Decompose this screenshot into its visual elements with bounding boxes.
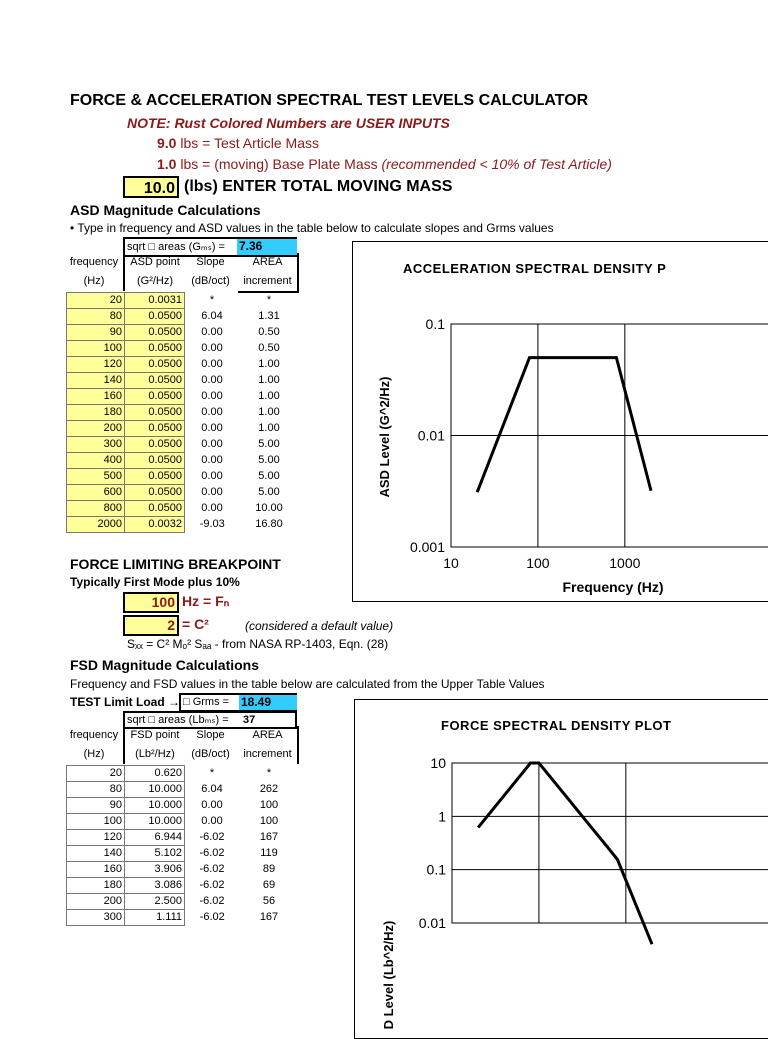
fsd-slope-cell: -6.02 xyxy=(199,847,225,859)
asd-col-slope-header xyxy=(183,253,238,291)
nasa-formula: Sₓₓ = C² Mₒ² Sₐₐ - from NASA RP-1403, Eqn. (28) xyxy=(127,637,389,651)
fsd-freq-cell: 80 xyxy=(67,782,125,798)
asd-row xyxy=(67,469,299,485)
asd-row xyxy=(67,453,299,469)
asd-xlabel: Frequency (Hz) xyxy=(562,579,664,595)
fsd-point-cell: 5.102 xyxy=(125,846,185,862)
asd-freq-cell[interactable]: 2000 xyxy=(67,517,125,533)
fsd-freq-cell: 180 xyxy=(67,878,125,894)
fsd-chart-title: FORCE SPECTRAL DENSITY PLOT xyxy=(441,718,672,733)
fsd-chart-svg xyxy=(355,700,768,1039)
asd-row xyxy=(67,389,299,405)
asd-freq-cell[interactable]: 140 xyxy=(67,373,125,389)
fsd-freq-h2: (Hz) xyxy=(83,748,105,760)
asd-area-cell: 1.00 xyxy=(258,374,280,386)
asd-slope-cell: 0.00 xyxy=(201,422,223,434)
asd-area-cell: 5.00 xyxy=(258,454,280,466)
asd-slope-cell: -9.03 xyxy=(199,518,225,530)
fsd-ytick-label: 0.01 xyxy=(418,915,446,931)
fsd-ytick-label: 0.1 xyxy=(426,861,446,878)
asd-area-cell: 1.00 xyxy=(258,390,280,402)
asd-area-cell: 1.00 xyxy=(258,358,280,370)
asd-chart-title: ACCELERATION SPECTRAL DENSITY P xyxy=(403,261,667,276)
asd-row xyxy=(67,309,299,325)
asd-grms-value: 7.36 xyxy=(237,239,297,255)
asd-chart xyxy=(352,241,768,602)
asd-point-cell[interactable]: 0.0500 xyxy=(125,325,185,341)
fsd-row xyxy=(67,814,299,830)
asd-ytick-label: 0.01 xyxy=(417,427,445,444)
fsd-freq-h1: frequency xyxy=(69,729,119,741)
asd-row xyxy=(67,357,299,373)
test-article-line xyxy=(157,135,319,151)
asd-ylabel: ASD Level (G^2/Hz) xyxy=(377,376,392,498)
fsd-col-freq-header xyxy=(64,726,124,764)
asd-row xyxy=(67,501,299,517)
fsd-point-cell: 2.500 xyxy=(125,894,185,910)
test-article-value[interactable]: 9.0 xyxy=(157,135,177,151)
fsd-point-cell: 1.111 xyxy=(125,910,185,926)
fsd-col-area-header xyxy=(238,726,299,764)
c2-input[interactable]: 2 xyxy=(123,615,179,636)
asd-slope-cell: 0.00 xyxy=(201,486,223,498)
asd-point-cell[interactable]: 0.0500 xyxy=(125,437,185,453)
asd-freq-cell[interactable]: 800 xyxy=(67,501,125,517)
c2-label: = C² xyxy=(182,616,209,632)
asd-point-cell[interactable]: 0.0500 xyxy=(125,309,185,325)
asd-slope-cell: 6.04 xyxy=(201,310,223,322)
test-limit-label: TEST Limit Load → xyxy=(70,695,180,709)
asd-freq-h1: frequency xyxy=(69,256,119,268)
total-mass-input[interactable]: 10.0 xyxy=(123,176,179,198)
asd-area-cell: 5.00 xyxy=(258,486,280,498)
fsd-sqrt-value: 37 xyxy=(243,714,256,726)
asd-col-area-header xyxy=(238,253,299,293)
fn-label: Hz = Fₙ xyxy=(182,593,230,609)
fsd-point-cell: 10.000 xyxy=(125,798,185,814)
fsd-area-cell: 100 xyxy=(259,815,279,827)
asd-slope-cell: 0.00 xyxy=(201,406,223,418)
fsd-row xyxy=(67,830,299,846)
fsd-freq-cell: 300 xyxy=(67,910,125,926)
asd-row xyxy=(67,341,299,357)
asd-area-cell: 0.50 xyxy=(258,342,280,354)
total-mass-label: (lbs) ENTER TOTAL MOVING MASS xyxy=(184,178,453,195)
fsd-area-cell: 69 xyxy=(262,879,276,891)
fsd-slope-cell: 0.00 xyxy=(201,799,223,811)
fsd-instruction: Frequency and FSD values in the table below are calculated from the Upper Table Values xyxy=(70,677,545,691)
fsd-slope-cell: 6.04 xyxy=(201,783,223,795)
fsd-point-cell: 0.620 xyxy=(125,766,185,782)
asd-freq-cell[interactable]: 180 xyxy=(67,405,125,421)
asd-area-h2: increment xyxy=(243,275,292,287)
fsd-slope-cell: * xyxy=(209,767,215,779)
asd-xtick-label: 100 xyxy=(526,555,550,571)
asd-point-cell[interactable]: 0.0500 xyxy=(125,405,185,421)
test-article-text: lbs = Test Article Mass xyxy=(180,135,319,151)
fsd-slope-cell: -6.02 xyxy=(199,911,225,923)
fsd-col-point-header xyxy=(123,726,185,764)
fsd-row xyxy=(67,846,299,862)
fsd-slope-h1: Slope xyxy=(196,729,225,741)
fsd-slope-cell: -6.02 xyxy=(199,831,225,843)
asd-area-h1: AREA xyxy=(252,256,283,268)
fsd-point-cell: 3.906 xyxy=(125,862,185,878)
fsd-area-cell: 89 xyxy=(262,863,276,875)
fsd-point-cell: 10.000 xyxy=(125,814,185,830)
asd-slope-cell: 0.00 xyxy=(201,326,223,338)
fsd-freq-cell: 140 xyxy=(67,846,125,862)
asd-freq-cell[interactable]: 90 xyxy=(67,325,125,341)
asd-row xyxy=(67,437,299,453)
asd-freq-cell[interactable]: 100 xyxy=(67,341,125,357)
asd-area-cell: 0.50 xyxy=(258,326,280,338)
asd-area-cell: 1.00 xyxy=(258,422,280,434)
asd-pt-h1: ASD point xyxy=(130,256,180,268)
asd-slope-h2: (dB/oct) xyxy=(191,275,230,287)
fsd-slope-cell: -6.02 xyxy=(199,863,225,875)
fsd-point-cell: 6.944 xyxy=(125,830,185,846)
asd-area-cell: 1.31 xyxy=(258,310,280,322)
asd-row xyxy=(67,485,299,501)
asd-point-cell[interactable]: 0.0500 xyxy=(125,501,185,517)
asd-point-cell[interactable]: 0.0500 xyxy=(125,453,185,469)
asd-freq-cell[interactable]: 400 xyxy=(67,453,125,469)
fsd-area-h1: AREA xyxy=(252,729,283,741)
fn-input[interactable]: 100 xyxy=(123,592,179,613)
asd-point-cell[interactable]: 0.0500 xyxy=(125,373,185,389)
asd-col-point-header xyxy=(123,253,185,291)
asd-area-cell: 5.00 xyxy=(258,470,280,482)
asd-point-cell[interactable]: 0.0500 xyxy=(125,357,185,373)
fsd-area-cell: 167 xyxy=(259,831,279,843)
asd-point-cell[interactable]: 0.0500 xyxy=(125,421,185,437)
asd-freq-cell[interactable]: 20 xyxy=(67,293,125,309)
force-sub: Typically First Mode plus 10% xyxy=(70,575,240,589)
asd-xtick-label: 1000 xyxy=(609,555,641,571)
asd-area-cell: 16.80 xyxy=(255,518,283,530)
asd-slope-cell: 0.00 xyxy=(201,358,223,370)
asd-slope-cell: 0.00 xyxy=(201,502,223,514)
asd-xtick-label: 10 xyxy=(443,555,459,571)
base-plate-line xyxy=(157,156,612,172)
fsd-sqrt-label: sqrt □ areas (Lbₘₛ) = xyxy=(127,714,229,726)
fsd-area-cell: 262 xyxy=(259,783,279,795)
fsd-area-cell: 119 xyxy=(260,847,278,859)
base-plate-recommend: (recommended < 10% of Test Article) xyxy=(381,156,612,172)
asd-area-cell: 1.00 xyxy=(258,406,280,418)
fsd-slope-cell: -6.02 xyxy=(199,879,225,891)
asd-slope-cell: 0.00 xyxy=(201,374,223,386)
fsd-freq-cell: 90 xyxy=(67,798,125,814)
fsd-freq-cell: 120 xyxy=(67,830,125,846)
fsd-row xyxy=(67,862,299,878)
fsd-freq-cell: 200 xyxy=(67,894,125,910)
fsd-slope-cell: -6.02 xyxy=(199,895,225,907)
fsd-ytick-label: 1 xyxy=(438,808,446,825)
asd-point-cell[interactable]: 0.0500 xyxy=(125,389,185,405)
asd-point-cell[interactable]: 0.0032 xyxy=(125,517,185,533)
fsd-area-cell: 100 xyxy=(259,799,279,811)
asd-slope-cell: 0.00 xyxy=(201,454,223,466)
fsd-chart xyxy=(354,699,768,1039)
asd-freq-cell[interactable]: 120 xyxy=(67,357,125,373)
fsd-area-cell: 56 xyxy=(262,895,276,907)
asd-row xyxy=(67,293,299,309)
asd-slope-cell: 0.00 xyxy=(201,438,223,450)
user-input-note: NOTE: Rust Colored Numbers are USER INPUTS xyxy=(127,115,450,131)
asd-col-freq-header xyxy=(64,253,124,291)
asd-chart-svg xyxy=(353,242,768,602)
asd-point-cell[interactable]: 0.0500 xyxy=(125,469,185,485)
force-heading: FORCE LIMITING BREAKPOINT xyxy=(70,556,281,572)
fsd-heading: FSD Magnitude Calculations xyxy=(70,657,260,673)
asd-row xyxy=(67,421,299,437)
fsd-area-h2: increment xyxy=(243,748,292,760)
asd-instruction: • Type in frequency and ASD values in the table below to calculate slopes and Grms values xyxy=(70,221,554,235)
fsd-row xyxy=(67,798,299,814)
asd-ytick-label: 0.001 xyxy=(409,539,445,555)
asd-row xyxy=(67,325,299,341)
asd-slope-cell: 0.00 xyxy=(201,390,223,402)
fsd-slope-h2: (dB/oct) xyxy=(191,748,230,760)
asd-row xyxy=(67,517,299,533)
fsd-plot-frame xyxy=(452,763,768,923)
fsd-point-cell: 3.086 xyxy=(125,878,185,894)
fsd-ytick-label: 10 xyxy=(430,755,446,771)
fsd-col-slope-header xyxy=(183,726,238,764)
asd-ytick-label: 0.1 xyxy=(425,316,445,332)
asd-freq-h2: (Hz) xyxy=(83,275,105,287)
fsd-area-cell: * xyxy=(266,767,272,779)
fsd-slope-cell: 0.00 xyxy=(201,815,223,827)
fsd-point-cell: 10.000 xyxy=(125,782,185,798)
asd-sqrt-label: sqrt □ areas (Gₘₛ) = xyxy=(127,241,225,253)
asd-freq-cell[interactable]: 80 xyxy=(67,309,125,325)
asd-row xyxy=(67,405,299,421)
fsd-pt-h2: (Lb²/Hz) xyxy=(135,748,175,760)
asd-freq-cell[interactable]: 600 xyxy=(67,485,125,501)
default-note: (considered a default value) xyxy=(245,619,394,633)
base-plate-text: lbs = (moving) Base Plate Mass xyxy=(180,156,378,172)
asd-area-cell: 10.00 xyxy=(255,502,283,514)
asd-freq-cell[interactable]: 500 xyxy=(67,469,125,485)
asd-freq-cell[interactable]: 200 xyxy=(67,421,125,437)
fsd-pt-h1: FSD point xyxy=(130,729,180,741)
asd-table xyxy=(66,292,299,533)
fsd-freq-cell: 20 xyxy=(67,766,125,782)
fsd-grms-label: □ Grms = xyxy=(183,696,230,708)
asd-pt-h2: (G²/Hz) xyxy=(136,275,174,287)
fsd-freq-cell: 100 xyxy=(67,814,125,830)
base-plate-value[interactable]: 1.0 xyxy=(157,156,177,172)
fsd-table xyxy=(66,765,299,926)
asd-freq-cell[interactable]: 300 xyxy=(67,437,125,453)
fsd-row xyxy=(67,782,299,798)
fsd-row xyxy=(67,878,299,894)
asd-area-cell: 5.00 xyxy=(258,438,280,450)
asd-point-cell[interactable]: 0.0500 xyxy=(125,341,185,357)
fsd-area-cell: 167 xyxy=(259,911,279,923)
asd-slope-cell: * xyxy=(209,294,215,306)
fsd-grms-bar xyxy=(179,693,297,712)
fsd-grms-value: 18.49 xyxy=(239,695,297,710)
asd-heading: ASD Magnitude Calculations xyxy=(70,202,261,218)
fsd-ylabel: D Level (Lb^2/Hz) xyxy=(381,920,396,1030)
fsd-row xyxy=(67,910,299,926)
asd-row xyxy=(67,373,299,389)
asd-point-cell[interactable]: 0.0500 xyxy=(125,485,185,501)
asd-freq-cell[interactable]: 160 xyxy=(67,389,125,405)
page-title: FORCE & ACCELERATION SPECTRAL TEST LEVELS CALCULATOR xyxy=(70,92,589,109)
fsd-row xyxy=(67,766,299,782)
asd-slope-h1: Slope xyxy=(196,256,225,268)
asd-slope-cell: 0.00 xyxy=(201,342,223,354)
asd-slope-cell: 0.00 xyxy=(201,470,223,482)
asd-area-cell: * xyxy=(266,294,272,306)
asd-point-cell[interactable]: 0.0031 xyxy=(125,293,185,309)
fsd-row xyxy=(67,894,299,910)
fsd-freq-cell: 160 xyxy=(67,862,125,878)
